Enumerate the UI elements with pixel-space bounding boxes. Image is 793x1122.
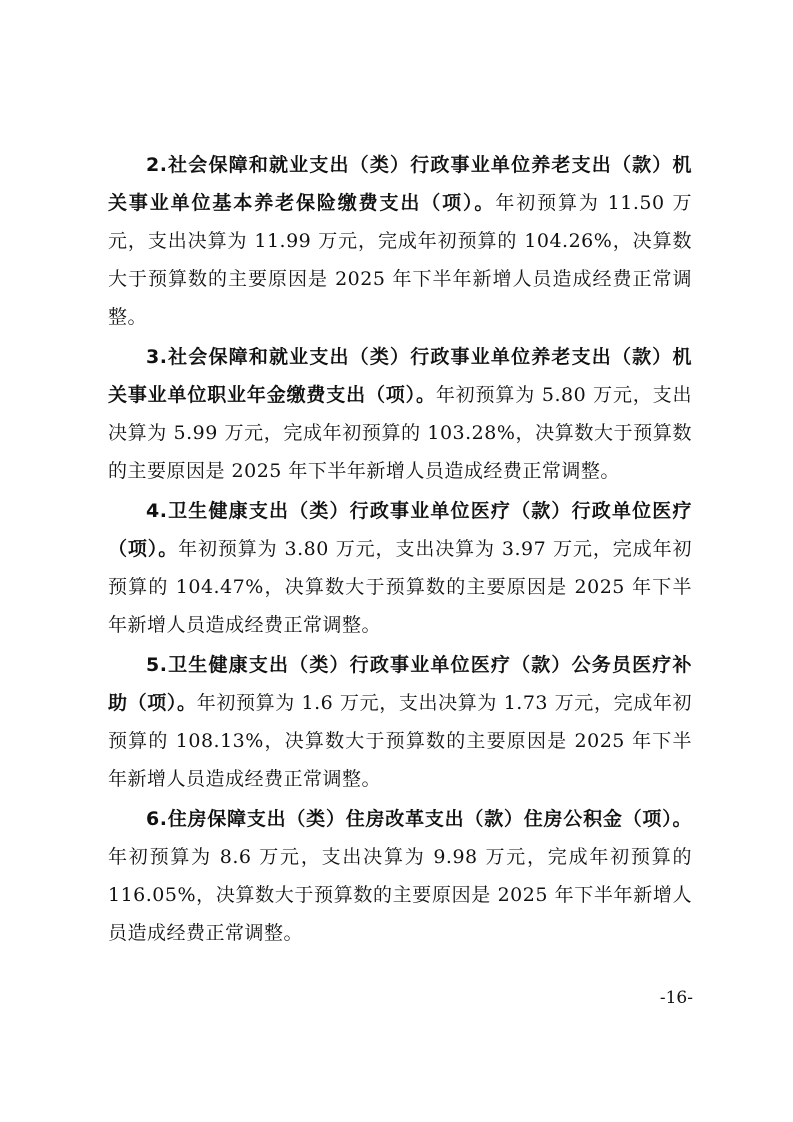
page-number: -16- [659, 988, 693, 1008]
paragraph-text: 年初预算为 5.80 万元，支出决算为 5.99 万元，完成年初预算的 103.28%，决算数大于预算数的主要原因是 2025 年下半年新增人员造成经费正常调整。 [108, 384, 692, 482]
paragraph-text: 年初预算为 3.80 万元，支出决算为 3.97 万元，完成年初预算的 104.47%，决算数大于预算数的主要原因是 2025 年下半年新增人员造成经费正常调整。 [108, 538, 692, 636]
paragraph-heading: 6.住房保障支出（类）住房改革支出（款）住房公积金（项）。 [146, 808, 692, 830]
paragraph-heading: 2.社会保障和就业支出（类）行政事业单位养老支出（款）机关事业单位基本养老保险缴费支出（项）。 [108, 154, 692, 214]
paragraph-item-5 [108, 646, 692, 798]
paragraph-item-6 [108, 800, 692, 952]
paragraph-item-3 [108, 338, 692, 490]
paragraph-heading: 4.卫生健康支出（类）行政事业单位医疗（款）行政单位医疗（项）。 [108, 500, 692, 560]
paragraph-heading: 3.社会保障和就业支出（类）行政事业单位养老支出（款）机关事业单位职业年金缴费支出（项）。 [108, 346, 692, 406]
paragraph-text: 年初预算为 8.6 万元，支出决算为 9.98 万元，完成年初预算的 116.05%，决算数大于预算数的主要原因是 2025 年下半年新增人员造成经费正常调整。 [108, 846, 692, 944]
paragraph-text: 年初预算为 11.50 万元，支出决算为 11.99 万元，完成年初预算的 104.26%，决算数大于预算数的主要原因是 2025 年下半年新增人员造成经费正常调整。 [108, 192, 692, 328]
paragraph-item-2 [108, 146, 692, 336]
document-body [108, 146, 692, 954]
paragraph-text: 年初预算为 1.6 万元，支出决算为 1.73 万元，完成年初预算的 108.13%，决算数大于预算数的主要原因是 2025 年下半年新增人员造成经费正常调整。 [108, 692, 692, 790]
paragraph-item-4 [108, 492, 692, 644]
paragraph-heading: 5.卫生健康支出（类）行政事业单位医疗（款）公务员医疗补助（项）。 [108, 654, 692, 714]
